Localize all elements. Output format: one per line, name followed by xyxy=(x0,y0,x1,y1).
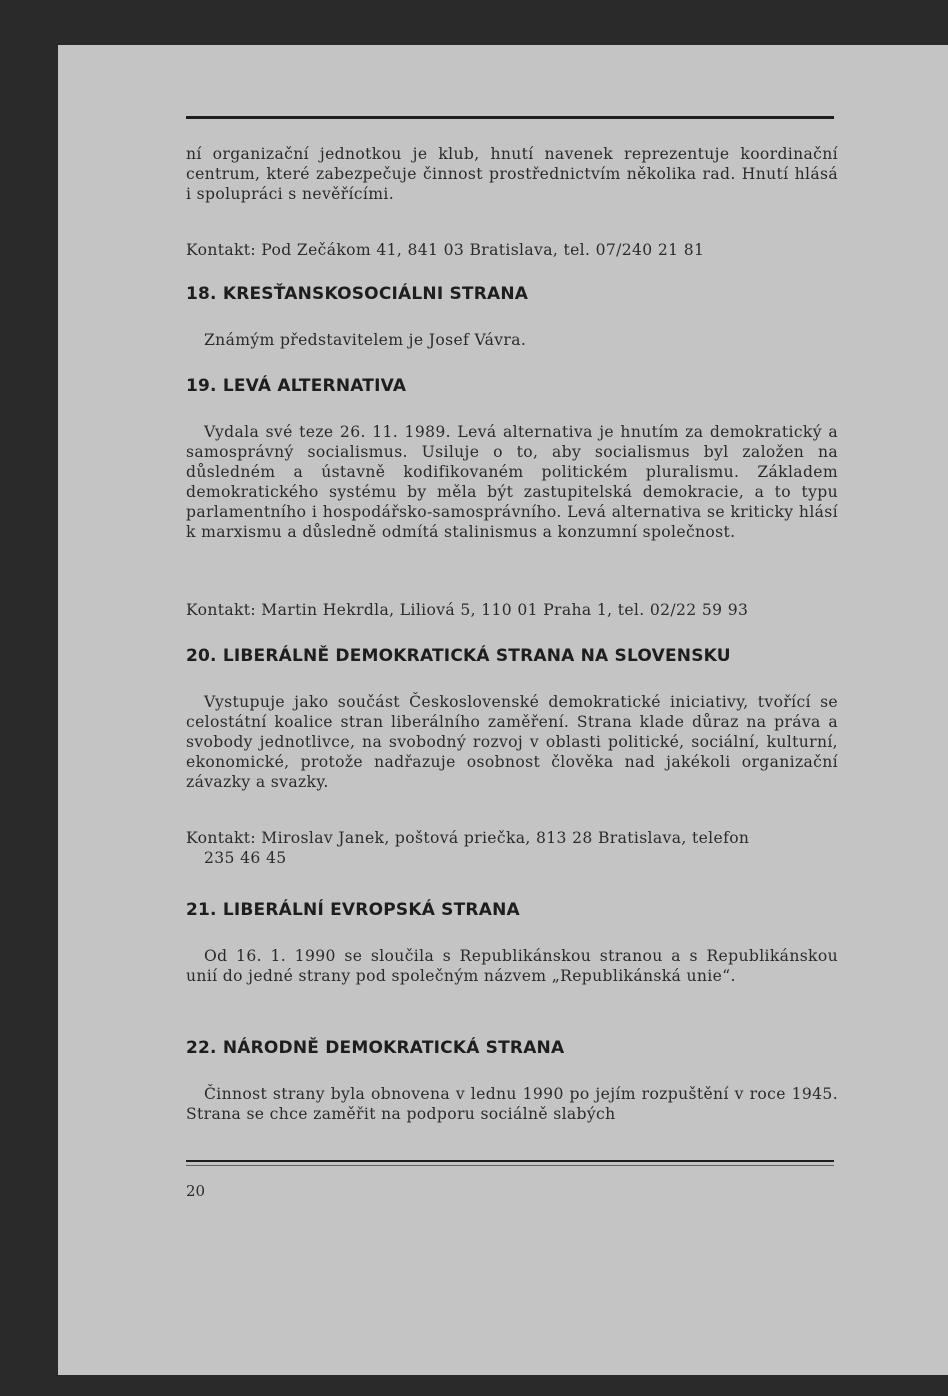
section-18-body xyxy=(186,330,838,350)
section-paragraph: Vystupuje jako součást Československé demokratické iniciativy, tvořící se celostátní koalice stran liberálního zaměření. Strana klade důraz na práva a svobody jednotlivce, na svobodný rozvoj v oblasti politické, sociální, kulturní, ekonomické, protože nadřazuje osobnost člověka nad jakékoli organizační závazky a svazky. xyxy=(186,693,838,791)
bottom-rule xyxy=(186,1160,834,1162)
section-paragraph: Známým představitelem je Josef Vávra. xyxy=(204,331,527,349)
section-20-body xyxy=(186,692,838,792)
section-19 xyxy=(186,376,838,396)
bottom-rule-thin xyxy=(186,1165,834,1166)
section-20 xyxy=(186,646,838,666)
section-20-contact xyxy=(186,828,838,868)
contact-line-2: 235 46 45 xyxy=(204,849,287,867)
section-21-body xyxy=(186,946,838,986)
document-page xyxy=(186,116,838,1216)
section-19-body xyxy=(186,422,838,542)
section-22 xyxy=(186,1038,838,1058)
contact-line: Kontakt: Pod Zečákom 41, 841 03 Bratislava, tel. 07/240 21 81 xyxy=(186,241,705,259)
section-paragraph: Od 16. 1. 1990 se sloučila s Republikánskou stranou a s Republikánskou unií do jedné strany pod společným názvem „Republikánská unie“. xyxy=(186,947,838,985)
intro-block xyxy=(186,144,838,204)
contact-line: Kontakt: Martin Hekrdla, Liliová 5, 110 01 Praha 1, tel. 02/22 59 93 xyxy=(186,601,749,619)
section-heading: 22. NÁRODNĚ DEMOKRATICKÁ STRANA xyxy=(186,1038,565,1058)
section-heading: 21. LIBERÁLNÍ EVROPSKÁ STRANA xyxy=(186,900,520,920)
page-number: 20 xyxy=(186,1182,206,1200)
section-heading: 18. KRESŤANSKOSOCIÁLNI STRANA xyxy=(186,284,529,304)
section-paragraph: Vydala své teze 26. 11. 1989. Levá alternativa je hnutím za demokratický a samosprávný socialismus. Usiluje o to, aby socialismus byl založen na důsledném a ústavně kodifikovaném politickém pluralismu. Základem demokratického systému by měla být zastupitelská demokracie, a to typu parlamentního i hospodářsko-samosprávního. Levá alternativa se kriticky hlásí k marxismu a důsledně odmítá stalinismus a konzumní společnost. xyxy=(186,423,838,541)
intro-paragraph: ní organizační jednotkou je klub, hnutí navenek reprezentuje koordinační centrum, které zabezpečuje činnost prostřednictvím několika rad. Hnutí hlásá i spolupráci s nevěřícími. xyxy=(186,145,838,203)
section-heading: 20. LIBERÁLNĚ DEMOKRATICKÁ STRANA NA SLOVENSKU xyxy=(186,646,731,666)
section-22-body xyxy=(186,1084,838,1124)
contact-line: Kontakt: Miroslav Janek, poštová priečka, 813 28 Bratislava, telefon xyxy=(186,829,750,847)
section-18 xyxy=(186,284,838,304)
section-21 xyxy=(186,900,838,920)
section-19-contact xyxy=(186,600,838,620)
section-heading: 19. LEVÁ ALTERNATIVA xyxy=(186,376,407,396)
intro-contact xyxy=(186,240,838,260)
top-rule xyxy=(186,116,834,119)
section-paragraph: Činnost strany byla obnovena v lednu 1990 po jejím rozpuštění v roce 1945. Strana se chce zaměřit na podporu sociálně slabých xyxy=(186,1085,838,1123)
